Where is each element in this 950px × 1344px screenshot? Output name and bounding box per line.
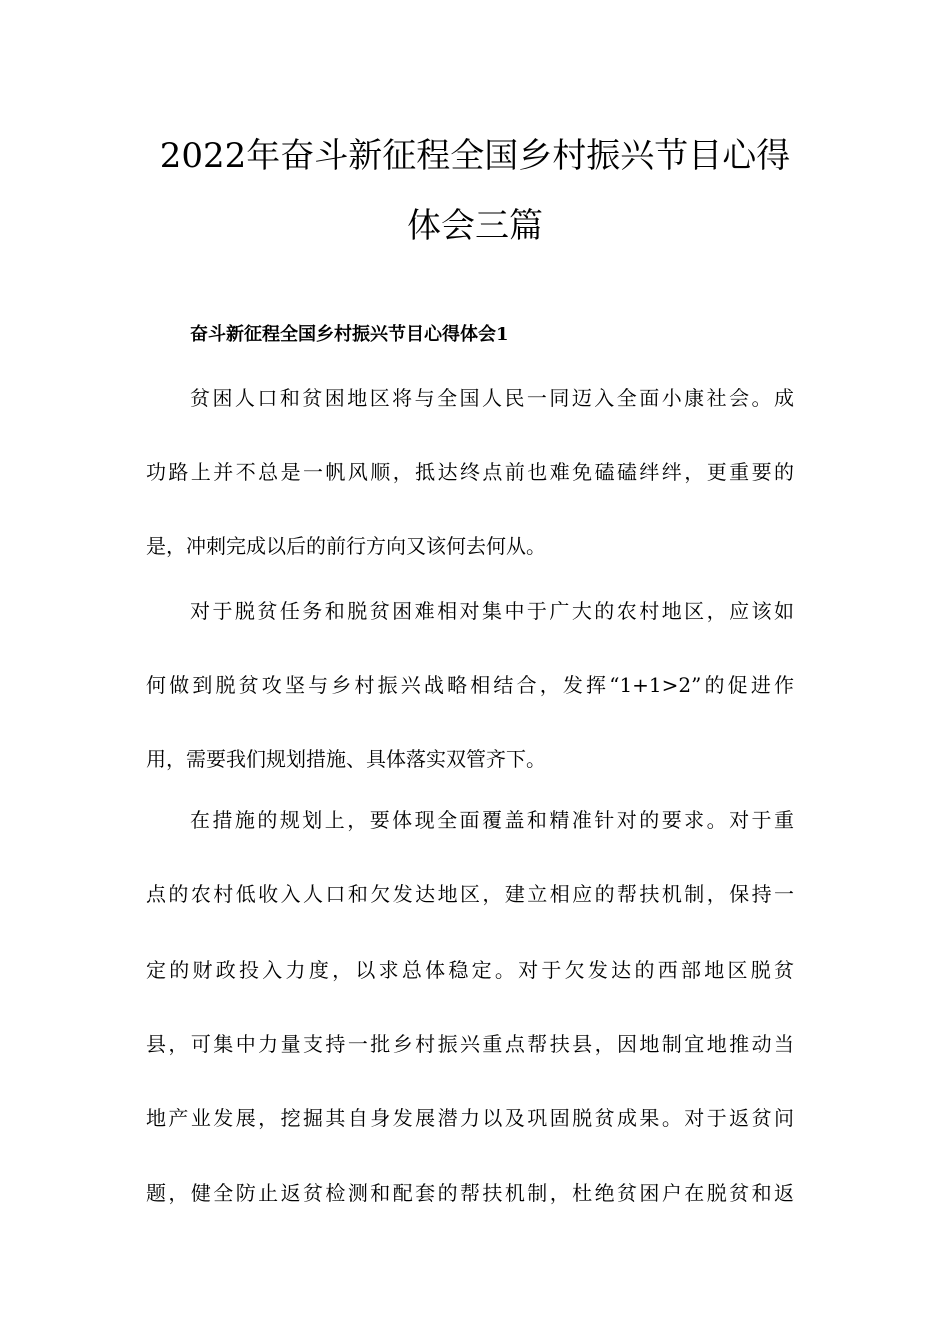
paragraph-line: 在措施的规划上，要体现全面覆盖和精准针对的要求。对于重: [190, 808, 794, 832]
document-title-line-2: 体会三篇: [407, 206, 543, 246]
paragraph-line: 用，需要我们规划措施、具体落实双管齐下。: [146, 747, 546, 771]
paragraph-line: 题，健全防止返贫检测和配套的帮扶机制，杜绝贫困户在脱贫和返: [146, 1181, 794, 1205]
paragraph-line: 是，冲刺完成以后的前行方向又该何去何从。: [146, 534, 546, 558]
document-title-line-1: 2022年奋斗新征程全国乡村振兴节目心得: [159, 136, 791, 176]
section-heading: 奋斗新征程全国乡村振兴节目心得体会1: [190, 324, 509, 345]
paragraph-line: 功路上并不总是一帆风顺，抵达终点前也难免磕磕绊绊，更重要的: [146, 460, 794, 484]
paragraph-line: 定的财政投入力度，以求总体稳定。对于欠发达的西部地区脱贫: [146, 958, 794, 982]
paragraph-line: 贫困人口和贫困地区将与全国人民一同迈入全面小康社会。成: [190, 386, 794, 410]
paragraph-line: 何做到脱贫攻坚与乡村振兴战略相结合，发挥“1+1>2”的促进作: [146, 673, 794, 697]
paragraph-line: 地产业发展，挖掘其自身发展潜力以及巩固脱贫成果。对于返贫问: [146, 1106, 794, 1130]
paragraph-line: 县，可集中力量支持一批乡村振兴重点帮扶县，因地制宜地推动当: [146, 1032, 794, 1056]
paragraph-line: 点的农村低收入人口和欠发达地区，建立相应的帮扶机制，保持一: [146, 882, 794, 906]
paragraph-line: 对于脱贫任务和脱贫困难相对集中于广大的农村地区，应该如: [190, 599, 794, 623]
